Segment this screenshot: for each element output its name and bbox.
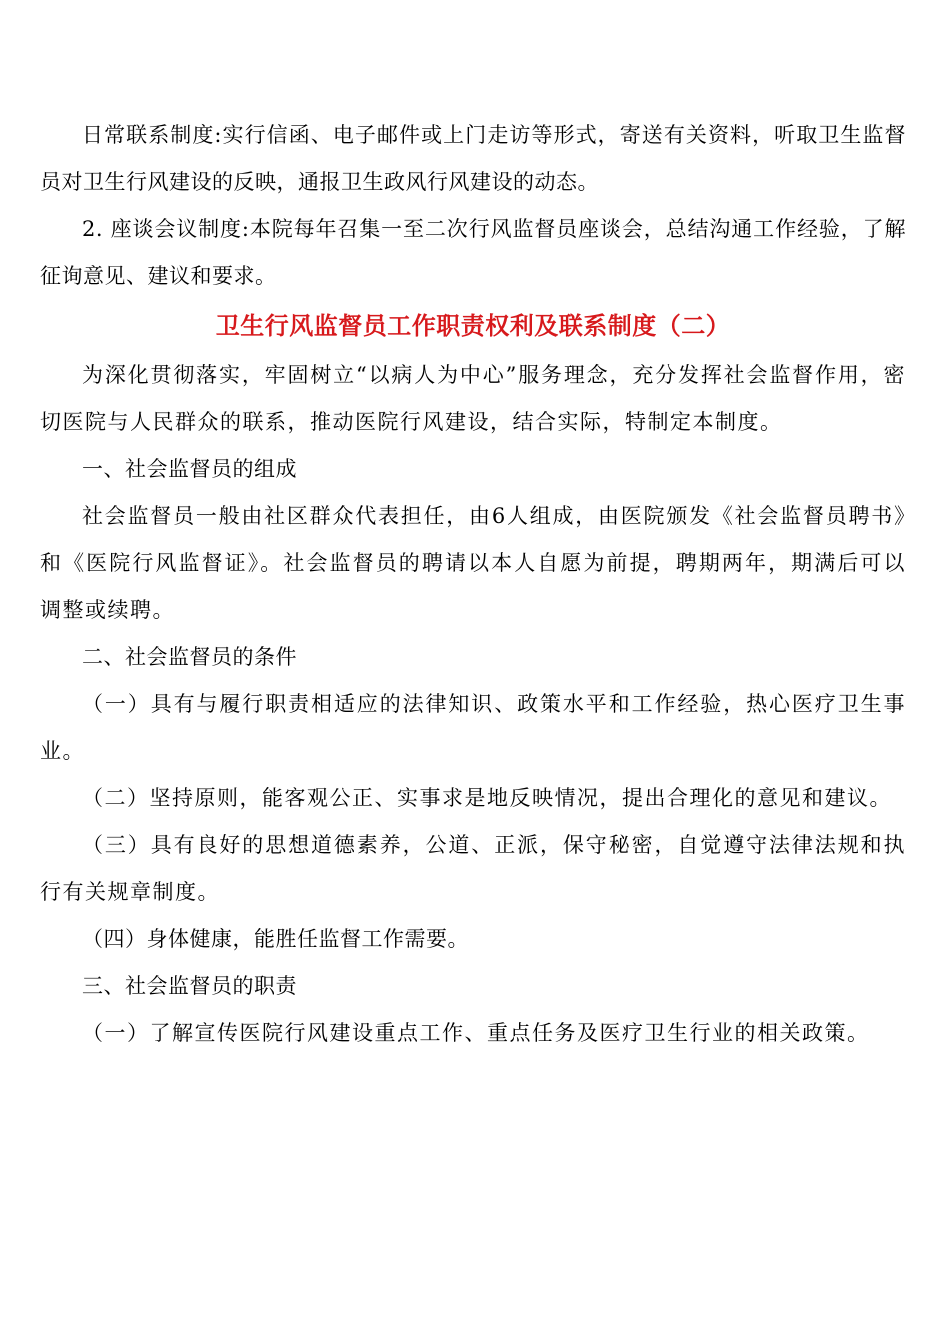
paragraph-meeting-system: 2. 座谈会议制度:本院每年召集一至二次行风监督员座谈会，总结沟通工作经验，了解征询意见、建议和要求。 (40, 217, 906, 288)
section-heading-composition: 一、社会监督员的组成 (82, 457, 297, 481)
section-heading-conditions: 二、社会监督员的条件 (82, 645, 297, 669)
list-item-condition-2: （二）坚持原则，能客观公正、实事求是地反映情况，提出合理化的意见和建议。 (82, 786, 892, 810)
paragraph-daily-contact: 日常联系制度:实行信函、电子邮件或上门走访等形式，寄送有关资料，听取卫生监督员对卫生行风建设的反映，通报卫生政风行风建设的动态。 (40, 123, 906, 194)
document-title: 卫生行风监督员工作职责权利及联系制度（二） (215, 311, 731, 340)
document-content (40, 112, 906, 1057)
list-item-condition-1: （一）具有与履行职责相适应的法律知识、政策水平和工作经验，热心医疗卫生事业。 (40, 692, 906, 763)
section-heading-duties: 三、社会监督员的职责 (82, 974, 297, 998)
paragraph-composition: 社会监督员一般由社区群众代表担任，由6人组成，由医院颁发《社会监督员聘书》和《医院行风监督证》。社会监督员的聘请以本人自愿为前提，聘期两年，期满后可以调整或续聘。 (40, 504, 906, 622)
list-item-condition-4: （四）身体健康，能胜任监督工作需要。 (82, 927, 469, 951)
paragraph-intro: 为深化贯彻落实，牢固树立“以病人为中心”服务理念，充分发挥社会监督作用，密切医院与人民群众的联系，推动医院行风建设，结合实际，特制定本制度。 (40, 363, 906, 434)
list-item-duty-1: （一）了解宣传医院行风建设重点工作、重点任务及医疗卫生行业的相关政策。 (82, 1021, 870, 1045)
list-item-condition-3: （三）具有良好的思想道德素养，公道、正派，保守秘密，自觉遵守法律法规和执行有关规章制度。 (40, 833, 906, 904)
